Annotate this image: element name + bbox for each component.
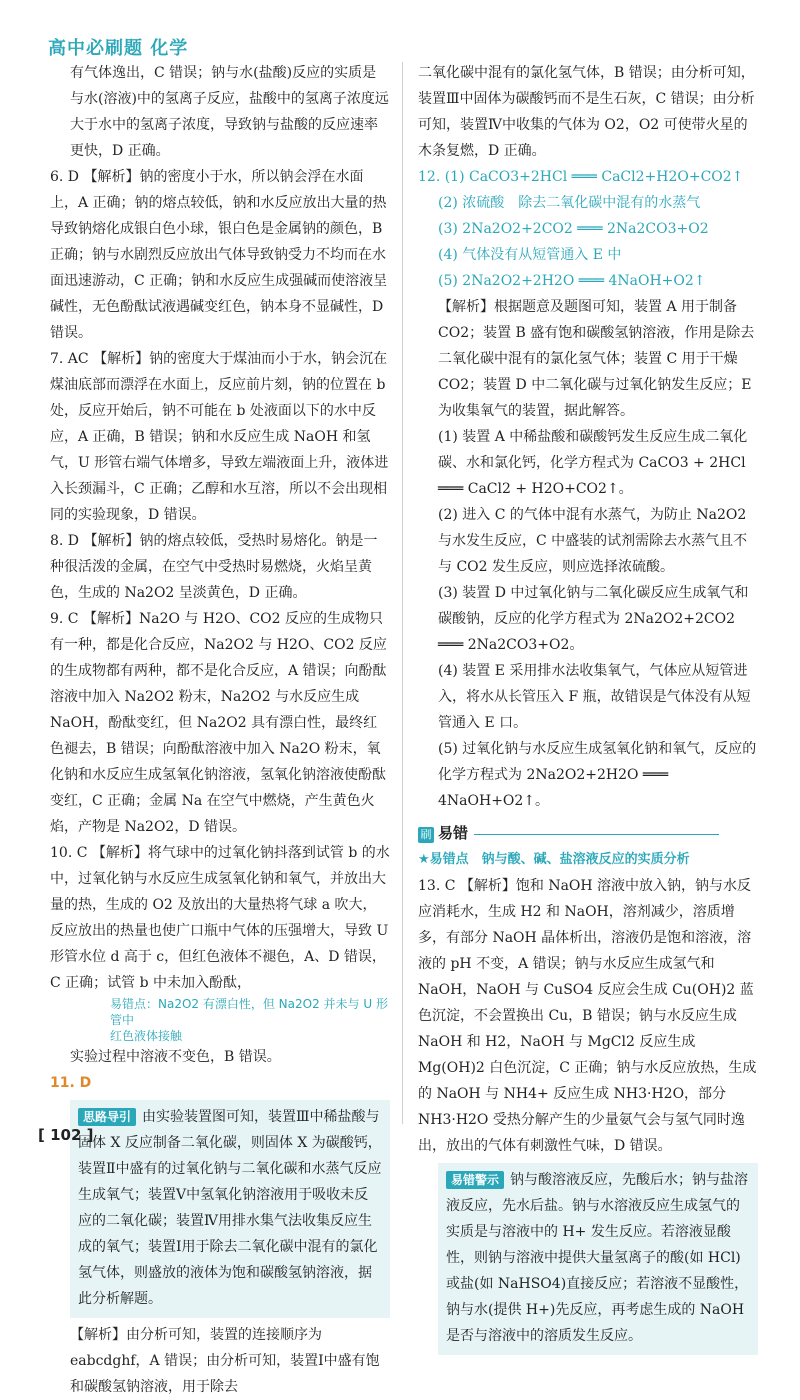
column-divider	[402, 62, 403, 1124]
right-column	[418, 60, 758, 1359]
section-badge: 刷	[418, 827, 434, 843]
answer-11-guide-text: 由实验装置图可知，装置Ⅲ中稀盐酸与固体 X 反应制备二氧化碳，则固体 X 为碳酸钙，装置Ⅱ中盛有的过氧化钠与二氧化碳和水蒸气反应生成氧气；装置Ⅴ中氢氧化钠溶液用于吸收未反应的二氧化碳；装置Ⅳ用排水集气法收集反应生成的氧气；装置Ⅰ用于除去二氧化碳中混有的氯化氢气体，则盛放的液体为饱和碳酸氢钠溶液，据此分析解题。	[78, 1109, 382, 1307]
answer-12-analysis-2: (2) 进入 C 的气体中混有水蒸气，为防止 Na2O2 与水发生反应，C 中盛装的试剂需除去水蒸气且不与 CO2 发生反应，则应选择浓硫酸。	[438, 507, 748, 575]
page-header-title: 高中必刷题 化学	[48, 38, 189, 59]
answer-intro-continued: 有气体逸出，C 错误；钠与水(盐酸)反应的实质是与水(溶液)中的氢离子反应，盐酸中的氢离子浓度远大于水中的氢离子浓度，导致钠与盐酸的反应速率更快，D 正确。	[70, 65, 389, 159]
answer-13-tip-text: 钠与酸溶液反应，先酸后水；钠与盐溶液反应，先水后盐。钠与水溶液反应生成氢气的实质是与溶液中的 H+ 发生反应。若溶液显酸性，则钠与溶液中提供大量氢离子的酸(如 HCl)或盐(如 NaHSO4)直接反应；若溶液不显酸性，钠与水(提供 H+)先反应，再考虑生成的 NaOH 是否与溶液中的溶质发生反应。	[446, 1172, 749, 1344]
answer-11-analysis: 【解析】由分析可知，装置的连接顺序为 eabcdghf，A 错误；由分析可知，装置Ⅰ中盛有饱和碳酸氢钠溶液，用于除去	[70, 1327, 380, 1395]
answer-12-analysis-4: (4) 装置 E 采用排水法收集氧气，气体应从短管进入，将水从长管压入 F 瓶，故错误是气体没有从短管通入 E 口。	[438, 663, 751, 731]
answer-10-error-note-line2: 红色液体接触	[110, 1029, 183, 1043]
answer-13-tip-box	[438, 1163, 758, 1355]
answer-10-tail: 实验过程中溶液不变色，B 错误。	[70, 1049, 281, 1065]
answer-12-part4: (4) 气体没有从短管通入 E 中	[438, 247, 622, 263]
section-heading-errors	[418, 820, 758, 847]
answer-6: 6. D 【解析】钠的密度小于水，所以钠会浮在水面上，A 正确；钠的熔点较低，钠和水反应放出大量的热导致钠熔化成银白色小球，银白色是金属钠的颜色，B 正确；钠与水剧烈反应放出气体导致钠受力不均而在水面迅速游动，C 正确；钠和水反应生成强碱而使溶液呈碱性，无色酚酞试液遇碱变红色，钠本身不显碱性，D 错误。	[50, 169, 388, 341]
answer-11-continued: 二氧化碳中混有的氯化氢气体，B 错误；由分析可知，装置Ⅲ中固体为碳酸钙而不是生石灰，C 错误；由分析可知，装置Ⅳ中收集的气体为 O2，O2 可使带火星的木条复燃，D 正确。	[418, 65, 755, 159]
section-title: 易错	[438, 824, 469, 842]
answer-12-part2: (2) 浓硫酸 除去二氧化碳中混有的水蒸气	[438, 195, 701, 211]
answer-11-head: 11. D	[50, 1075, 92, 1091]
answer-9: 9. C 【解析】Na2O 与 H2O、CO2 反应的生成物只有一种，都是化合反应，Na2O2 与 H2O、CO2 反应的生成物都有两种，都不是化合反应，A 错误；向酚酞溶液中加入 Na2O2 粉末，Na2O2 与水反应生成 NaOH，酚酞变红，但 Na2O2 具有漂白性，最终红色褪去，B 错误；向酚酞溶液中加入 Na2O 粉末，氧化钠和水反应生成氢氧化钠溶液，氢氧化钠溶液使酚酞变红，C 正确；金属 Na 在空气中燃烧，产生黄色火焰，产物是 Na2O2，D 错误。	[50, 611, 387, 835]
error-point-title: ★易错点 钠与酸、碱、盐溶液反应的实质分析	[418, 852, 690, 867]
answer-10: 10. C 【解析】将气球中的过氧化钠抖落到试管 b 的水中，过氧化钠与水反应生成氢氧化钠和氧气，并放出大量的热，生成的 O2 及放出的大量热将气球 a 吹大，反应放出的热量也使广口瓶中气体的压强增大，导致 U 形管水位 d 高于 c，但红色液体不褪色，A、D 错误，C 正确；试管 b 中未加入酚酞，	[50, 845, 390, 991]
guide-tag: 思路导引	[78, 1108, 136, 1126]
answer-12-analysis-1: (1) 装置 A 中稀盐酸和碳酸钙发生反应生成二氧化碳、水和氯化钙，化学方程式为 CaCO3 + 2HCl ═══ CaCl2 + H2O+CO2↑。	[438, 429, 748, 497]
answer-7: 7. AC 【解析】钠的密度大于煤油而小于水，钠会沉在煤油底部而漂浮在水面上，反应前片刻，钠的位置在 b 处，反应开始后，钠不可能在 b 处液面以下的水中反应，A 正确，B 错误；钠和水反应生成 NaOH 和氢气，U 形管右端气体增多，导致左端液面上升，液体进入长颈漏斗，C 正确；乙醇和水互溶，所以不会出现相同的实验现象，D 错误。	[50, 351, 389, 523]
answer-12-part3: (3) 2Na2O2+2CO2 ═══ 2Na2CO3+O2	[438, 221, 709, 237]
answer-12-part5: (5) 2Na2O2+2H2O ═══ 4NaOH+O2↑	[438, 273, 706, 289]
page-number: [ 102 ]	[38, 1126, 94, 1144]
left-column	[50, 60, 390, 1400]
tip-tag: 易错警示	[446, 1171, 504, 1189]
answer-8: 8. D 【解析】钠的熔点较低，受热时易熔化。钠是一种很活泼的金属，在空气中受热时易燃烧，火焰呈黄色，生成的 Na2O2 呈淡黄色，D 正确。	[50, 533, 378, 601]
answer-10-error-note-line1: 易错点：Na2O2 有漂白性，但 Na2O2 并未与 U 形管中	[110, 997, 388, 1027]
answer-11-guide-box	[70, 1100, 390, 1318]
answer-12-analysis-5: (5) 过氧化钠与水反应生成氢氧化钠和氧气，反应的化学方程式为 2Na2O2+2H2O ═══ 4NaOH+O2↑。	[438, 741, 757, 809]
answer-12-analysis: 【解析】根据题意及题图可知，装置 A 用于制备 CO2；装置 B 盛有饱和碳酸氢钠溶液，作用是除去二氧化碳中混有的氯化氢气体；装置 C 用于干燥 CO2；装置 D 中二氧化碳与过氧化钠发生反应；E 为收集氧气的装置，据此解答。	[438, 299, 755, 419]
answer-13: 13. C 【解析】饱和 NaOH 溶液中放入钠，钠与水反应消耗水，生成 H2 和 NaOH，溶剂减少，溶质增多，有部分 NaOH 晶体析出，溶液仍是饱和溶液，溶液的 pH 不变，A 错误；钠与水反应生成氢气和 NaOH，NaOH 与 CuSO4 反应会生成 Cu(OH)2 蓝色沉淀，不会置换出 Cu，B 错误；钠与水反应生成 NaOH 和 H2，NaOH 与 MgCl2 反应生成 Mg(OH)2 白色沉淀，C 正确；钠与水反应放热，生成的 NaOH 与 NH4+ 反应生成 NH3·H2O，部分 NH3·H2O 受热分解产生的少量氨气会与氢气同时逸出，放出的气体有刺激性气味，D 错误。	[418, 878, 757, 1154]
answer-12-part1: 12. (1) CaCO3+2HCl ═══ CaCl2+H2O+CO2↑	[418, 169, 744, 185]
section-rule	[474, 834, 719, 835]
answer-12-analysis-3: (3) 装置 D 中过氧化钠与二氧化碳反应生成氧气和碳酸钠，反应的化学方程式为 2Na2O2+2CO2 ═══ 2Na2CO3+O2。	[438, 585, 749, 653]
